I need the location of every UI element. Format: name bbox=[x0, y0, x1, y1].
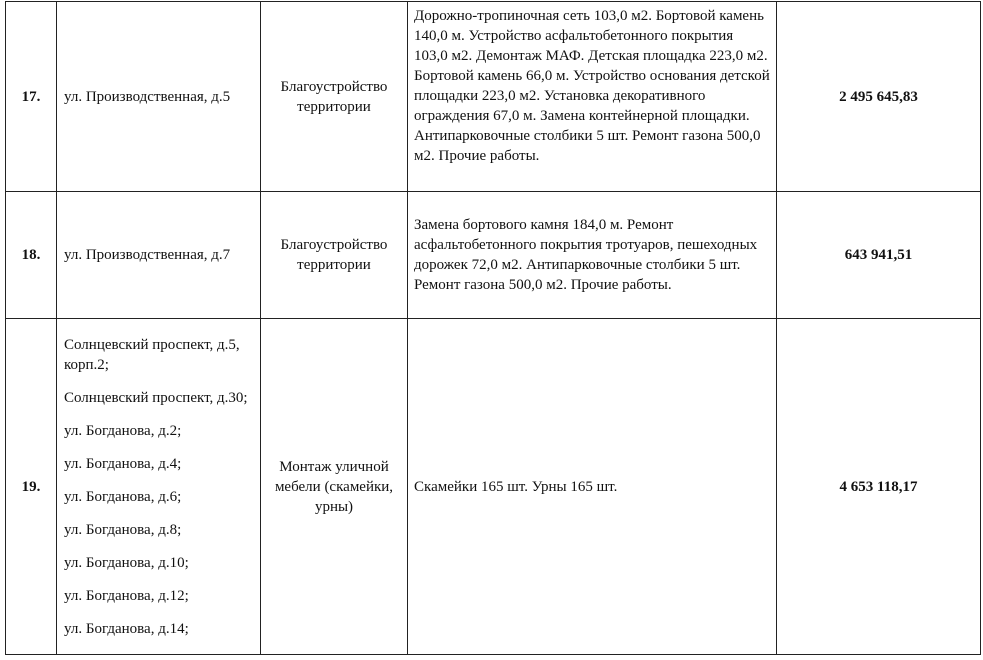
table-row bbox=[6, 2, 981, 192]
amount-cell: 4 653 118,17 bbox=[777, 319, 981, 655]
description-cell: Дорожно-тропиночная сеть 103,0 м2. Бортовой камень 140,0 м. Устройство асфальтобетонного покрытия 103,0 м2. Демонтаж МАФ. Детская площадка 223,0 м2. Бортовой камень 66,0 м. Устройство основания детской площадки 223,0 м2. Установка декоративного ограждения 67,0 м. Замена контейнерной площадки. Антипарковочные столбики 5 шт. Ремонт газона 500,0 м2. Прочие работы. bbox=[408, 2, 777, 192]
work-type-cell: Благоустройство территории bbox=[261, 2, 408, 192]
address-line: ул. Богданова, д.10; bbox=[64, 554, 189, 571]
table-row bbox=[6, 192, 981, 319]
row-number: 17. bbox=[6, 2, 57, 192]
works-table bbox=[5, 1, 981, 655]
address-line: ул. Богданова, д.2; bbox=[64, 422, 182, 439]
address-line: ул. Богданова, д.8; bbox=[64, 521, 182, 538]
amount-cell: 2 495 645,83 bbox=[777, 2, 981, 192]
address-list bbox=[64, 333, 256, 641]
row-number: 18. bbox=[6, 192, 57, 319]
address-line: ул. Богданова, д.12; bbox=[64, 587, 189, 604]
address-cell bbox=[57, 192, 261, 319]
address-line: ул. Богданова, д.14; bbox=[64, 620, 189, 637]
table-row bbox=[6, 319, 981, 655]
address-line: ул. Производственная, д.7 bbox=[64, 247, 231, 263]
address-line: ул. Богданова, д.6; bbox=[64, 488, 182, 505]
row-number: 19. bbox=[6, 319, 57, 655]
address-line: Солнцевский проспект, д.30; bbox=[64, 389, 248, 406]
address-line: ул. Производственная, д.5 bbox=[64, 88, 231, 105]
work-type-cell: Благоустройство территории bbox=[261, 192, 408, 319]
address-cell bbox=[57, 2, 261, 192]
amount-cell: 643 941,51 bbox=[777, 192, 981, 319]
address-line: ул. Богданова, д.4; bbox=[64, 455, 182, 472]
address-line: Солнцевский проспект, д.5, корп.2; bbox=[64, 336, 240, 373]
description-cell: Замена бортового камня 184,0 м. Ремонт асфальтобетонного покрытия тротуаров, пешеходных дорожек 72,0 м2. Антипарковочные столбики 5 шт. Ремонт газона 500,0 м2. Прочие работы. bbox=[408, 192, 777, 319]
address-cell bbox=[57, 319, 261, 655]
description-cell: Скамейки 165 шт. Урны 165 шт. bbox=[408, 319, 777, 655]
work-type-cell: Монтаж уличной мебели (скамейки, урны) bbox=[261, 319, 408, 655]
